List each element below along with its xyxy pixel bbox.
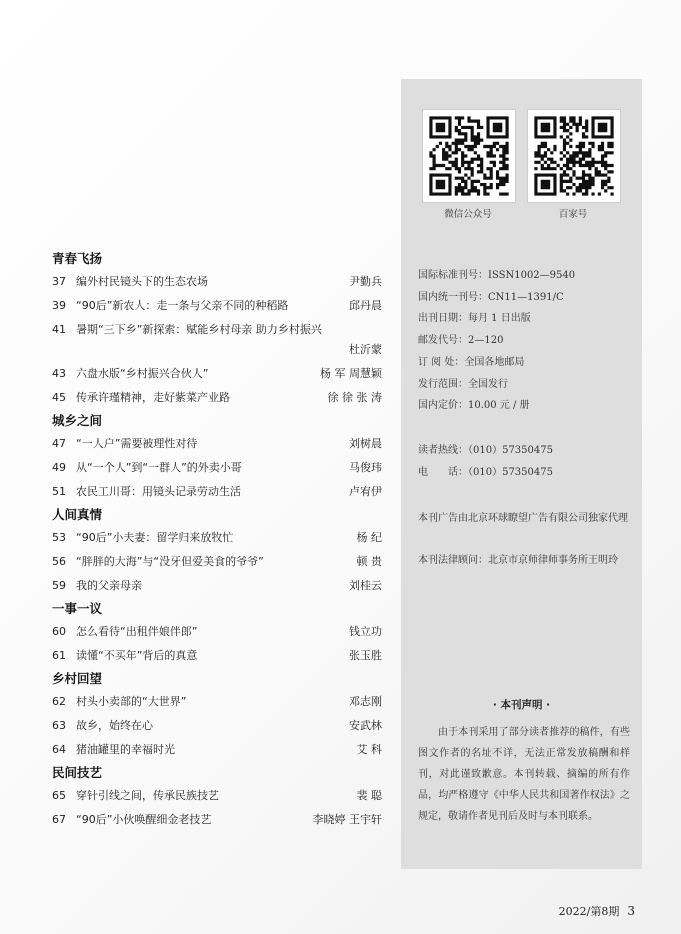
toc-page-number: 45 (52, 391, 66, 404)
toc-section-heading: 青春飞扬 (52, 251, 103, 266)
sidebar-panel (401, 79, 642, 869)
toc-section-heading: 一事一议 (52, 601, 103, 616)
page-number: 3 (627, 904, 635, 918)
toc-entry[interactable] (52, 362, 382, 386)
toc-page-number: 63 (52, 719, 66, 732)
info-cn: 国内统一刊号：CN11—1391/C (418, 291, 564, 303)
toc-page-number: 39 (52, 299, 66, 312)
toc-page-number: 49 (52, 461, 66, 474)
toc-author: 马俊玮 (349, 461, 382, 474)
toc-author: 杨 纪 (356, 531, 382, 544)
phone-number: 电 话：（010）57350475 (418, 466, 553, 478)
toc-section-heading: 乡村回望 (52, 671, 103, 686)
wechat-qr-code (422, 109, 516, 203)
toc-author: 艾 科 (356, 743, 382, 756)
toc-author: 钱立功 (349, 625, 382, 638)
toc-article-title: 六盘水版“乡村振兴合伙人” (76, 367, 209, 380)
toc-article-title: 故乡，始终在心 (76, 719, 153, 732)
baijia-qr-code (527, 109, 621, 203)
info-distribution: 发行范围：全国发行 (418, 378, 508, 390)
toc-article-title: “90后”小夫妻：留学归来放牧忙 (76, 531, 234, 544)
toc-entry[interactable] (52, 808, 382, 832)
toc-entry[interactable] (52, 738, 382, 762)
declaration-title: · 本刊声明 · (492, 699, 551, 711)
toc-author: 卢宥伊 (349, 485, 382, 498)
toc-author: 裴 聪 (356, 789, 382, 802)
publication-info (418, 265, 575, 417)
qr-code-graphic (423, 110, 515, 202)
toc-section-heading: 城乡之间 (52, 413, 103, 428)
toc-author: 杨 军 周慧颖 (320, 367, 382, 380)
table-of-contents (52, 248, 382, 832)
toc-author: 张玉胜 (349, 649, 382, 662)
toc-entry[interactable] (52, 294, 382, 318)
toc-article-title: 读懂“不买年”背后的真意 (76, 649, 198, 662)
toc-entry[interactable] (52, 690, 382, 714)
toc-author: 李晓婷 王宇轩 (312, 813, 382, 826)
toc-entry[interactable] (52, 644, 382, 668)
info-postal-code: 邮发代号：2—120 (418, 335, 504, 347)
toc-author: 邓志刚 (349, 695, 382, 708)
toc-entry[interactable] (52, 456, 382, 480)
toc-article-title: 编外村民镜头下的生态农场 (76, 275, 208, 288)
toc-article-title: 农民工川哥：用镜头记录劳动生活 (76, 485, 241, 498)
toc-article-title: “90后”小伙唤醒细金老技艺 (76, 813, 212, 826)
toc-article-title: 暑期“三下乡”新探索：赋能乡村母亲 助力乡村振兴 (76, 323, 322, 336)
toc-author: 刘树晨 (349, 437, 382, 450)
toc-entry[interactable] (52, 318, 382, 362)
toc-page-number: 41 (52, 323, 66, 336)
toc-page-number: 43 (52, 367, 66, 380)
toc-entry[interactable] (52, 574, 382, 598)
toc-author: 杜沂蒙 (349, 343, 382, 356)
toc-article-title: “一人户”需要被理性对待 (76, 437, 198, 450)
toc-author: 徐 徐 张 涛 (327, 391, 382, 404)
toc-page-number: 62 (52, 695, 66, 708)
toc-author: 刘桂云 (349, 579, 382, 592)
toc-article-title: 村头小卖部的“大世界” (76, 695, 187, 708)
toc-article-title: 我的父亲母亲 (76, 579, 142, 592)
toc-page-number: 51 (52, 485, 66, 498)
baijia-qr-caption: 百家号 (558, 209, 588, 220)
toc-article-title: 传承许瑾精神，走好紫菜产业路 (76, 391, 230, 404)
toc-article-title: “胖胖的大海”与“没牙但爱美食的爷爷” (76, 555, 264, 568)
declaration-body: 由于本刊采用了部分读者推荐的稿件，有些图文作者的名址不详，无法正常发放稿酬和样刊，对此谨致歉意。本刊转载、摘编的所有作品，均严格遵守《中华人民共和国著作权法》之规定，敬请作者见刊后及时与本刊联系。 (418, 727, 630, 822)
toc-page-number: 53 (52, 531, 66, 544)
toc-author: 邱丹晨 (349, 299, 382, 312)
toc-author: 安武林 (349, 719, 382, 732)
toc-section-heading: 人间真情 (52, 507, 103, 522)
toc-section-heading: 民间技艺 (52, 765, 103, 780)
toc-page-number: 60 (52, 625, 66, 638)
toc-entry[interactable] (52, 386, 382, 410)
reader-hotline: 读者热线：（010）57350475 (418, 445, 553, 456)
page-folio (559, 903, 635, 919)
toc-author: 顿 贵 (356, 555, 382, 568)
toc-entry[interactable] (52, 432, 382, 456)
info-publish-date: 出刊日期：每月 1 日出版 (418, 313, 531, 325)
wechat-qr-caption: 微信公众号 (444, 209, 492, 220)
toc-article-title: 穿针引线之间，传承民族技艺 (76, 789, 219, 802)
toc-page-number: 56 (52, 555, 66, 568)
toc-page-number: 47 (52, 437, 66, 450)
toc-entry[interactable] (52, 620, 382, 644)
toc-article-title: 从“一个人”到“一群人”的外卖小哥 (76, 461, 242, 474)
toc-article-title: 猪油罐里的幸福时光 (76, 743, 175, 756)
toc-author: 尹勤兵 (349, 275, 382, 288)
toc-entry[interactable] (52, 550, 382, 574)
legal-advisor-note: 本刊法律顾问：北京市京师律师事务所王明玲 (418, 555, 618, 566)
toc-page-number: 61 (52, 649, 66, 662)
toc-article-title: “90后”新农人：走一条与父亲不同的种稻路 (76, 299, 289, 312)
toc-page-number: 67 (52, 813, 66, 826)
info-price: 国内定价：10.00 元 / 册 (418, 400, 530, 412)
toc-entry[interactable] (52, 784, 382, 808)
toc-page-number: 59 (52, 579, 66, 592)
toc-entry[interactable] (52, 270, 382, 294)
ad-agent-note: 本刊广告由北京环球瞭望广告有限公司独家代理 (418, 513, 628, 524)
info-issn: 国际标准刊号：ISSN1002—9540 (418, 270, 576, 281)
qr-code-graphic (528, 110, 620, 202)
toc-page-number: 37 (52, 275, 66, 288)
toc-entry[interactable] (52, 480, 382, 504)
info-subscription: 订 阅 处：全国各地邮局 (418, 356, 525, 368)
toc-entry[interactable] (52, 714, 382, 738)
toc-article-title: 怎么看待“出租伴娘伴郎” (76, 625, 198, 638)
toc-page-number: 64 (52, 743, 66, 756)
toc-page-number: 65 (52, 789, 66, 802)
contact-info (418, 440, 553, 483)
toc-entry[interactable] (52, 526, 382, 550)
issue-label: 2022/第8期 (558, 905, 620, 918)
